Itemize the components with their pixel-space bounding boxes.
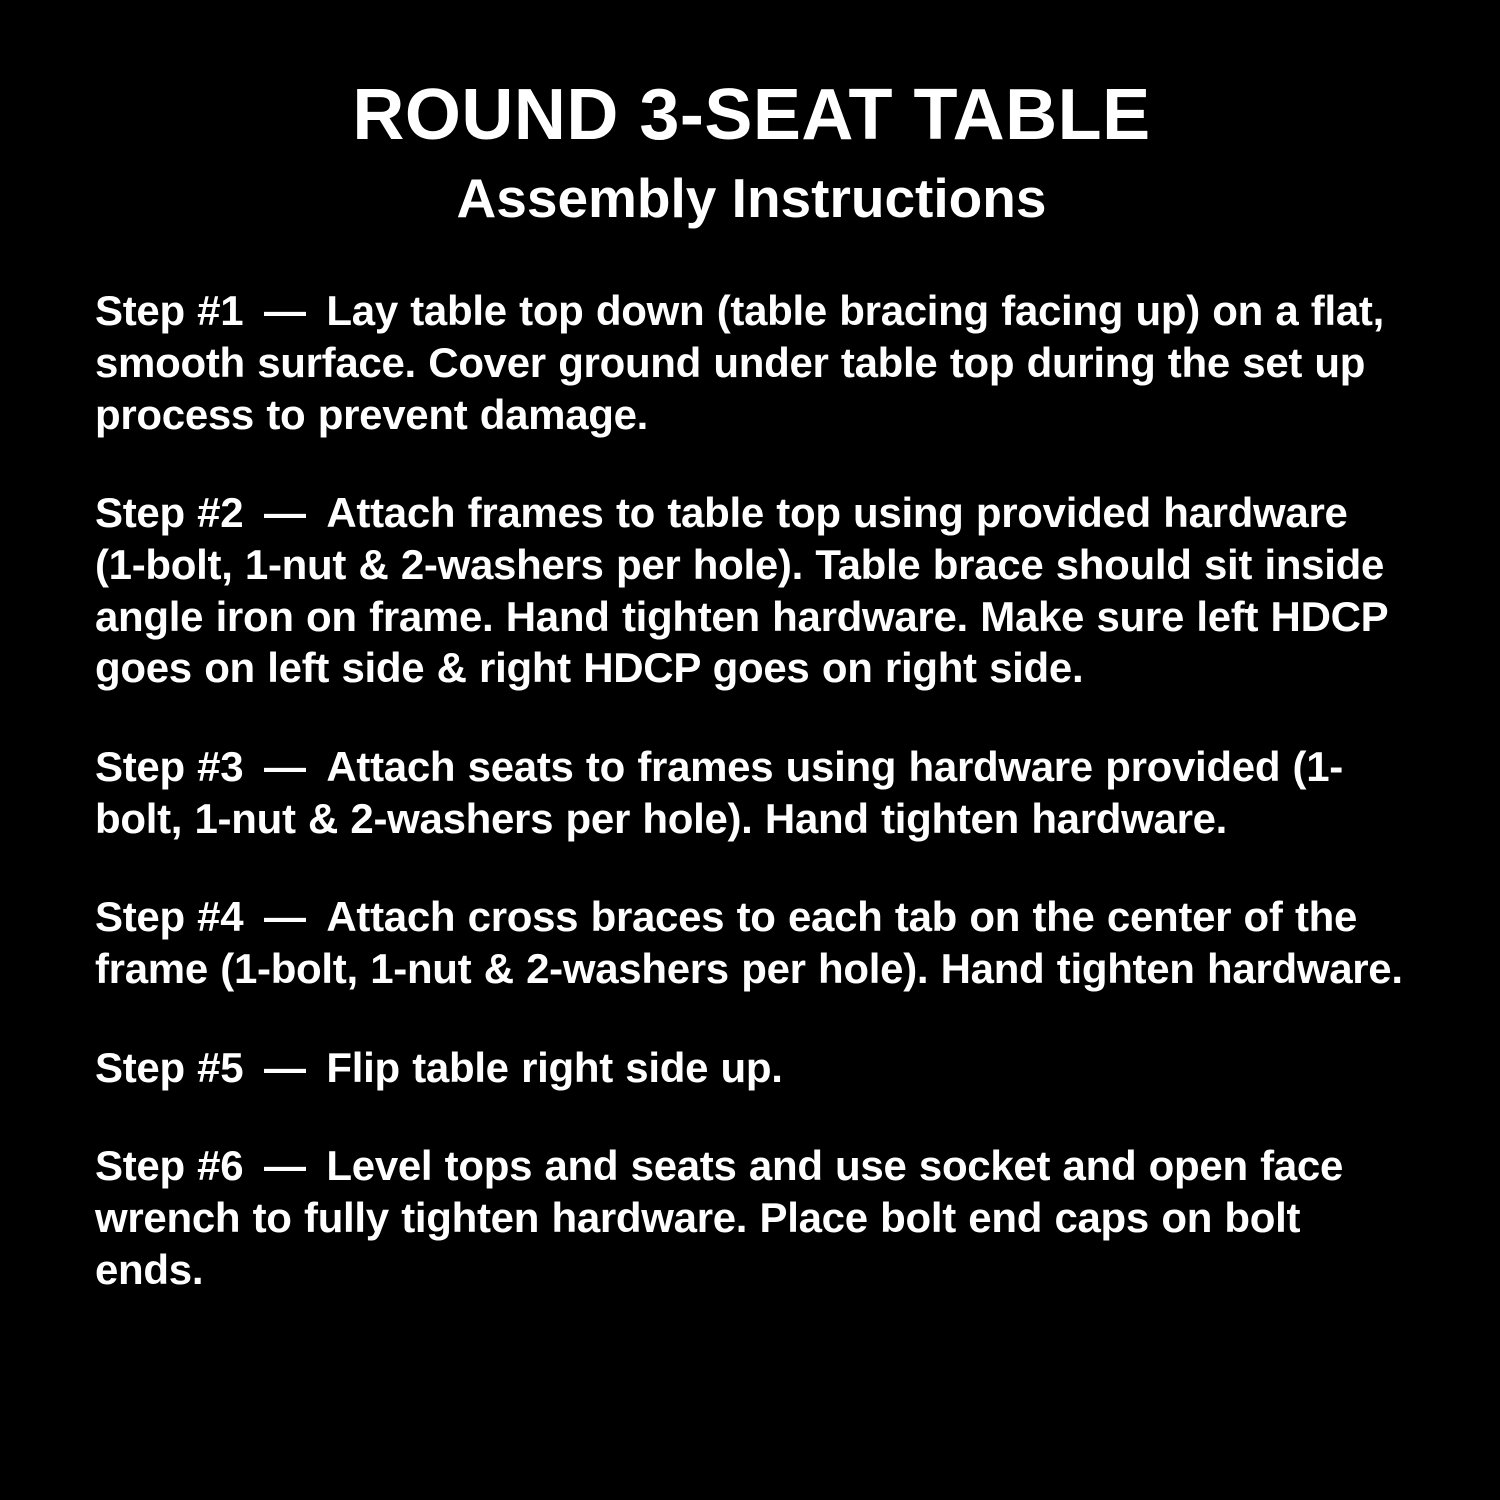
page-title: ROUND 3-SEAT TABLE bbox=[352, 75, 1151, 155]
step-4-paragraph: Step #4 — Attach cross braces to each tab on the center of the frame (1-bolt, 1-nut & 2-washers per hole). Hand tighten hardware. bbox=[95, 893, 1403, 992]
step-6-paragraph: Step #6 — Level tops and seats and use socket and open face wrench to fully tighten hardware. Place bolt end caps on bolt ends. bbox=[95, 1142, 1344, 1293]
step-2-paragraph: Step #2 — Attach frames to table top using provided hardware (1-bolt, 1-nut & 2-washers per hole). Table brace should sit inside angle iron on frame. Hand tighten hardware. Make sure left HDCP goes on left side & right HDCP goes on right side. bbox=[95, 489, 1388, 692]
page-subtitle: Assembly Instructions bbox=[456, 166, 1047, 229]
step-3-paragraph: Step #3 — Attach seats to frames using hardware provided (1-bolt, 1-nut & 2-washers per hole). Hand tighten hardware. bbox=[95, 742, 1343, 842]
step-5-paragraph: Step #5 — Flip table right side up. bbox=[95, 1043, 783, 1091]
step-1-paragraph: Step #1 — Lay table top down (table bracing facing up) on a flat, smooth surface. Cover ground under table top during the set up process to prevent damage. bbox=[95, 287, 1384, 438]
